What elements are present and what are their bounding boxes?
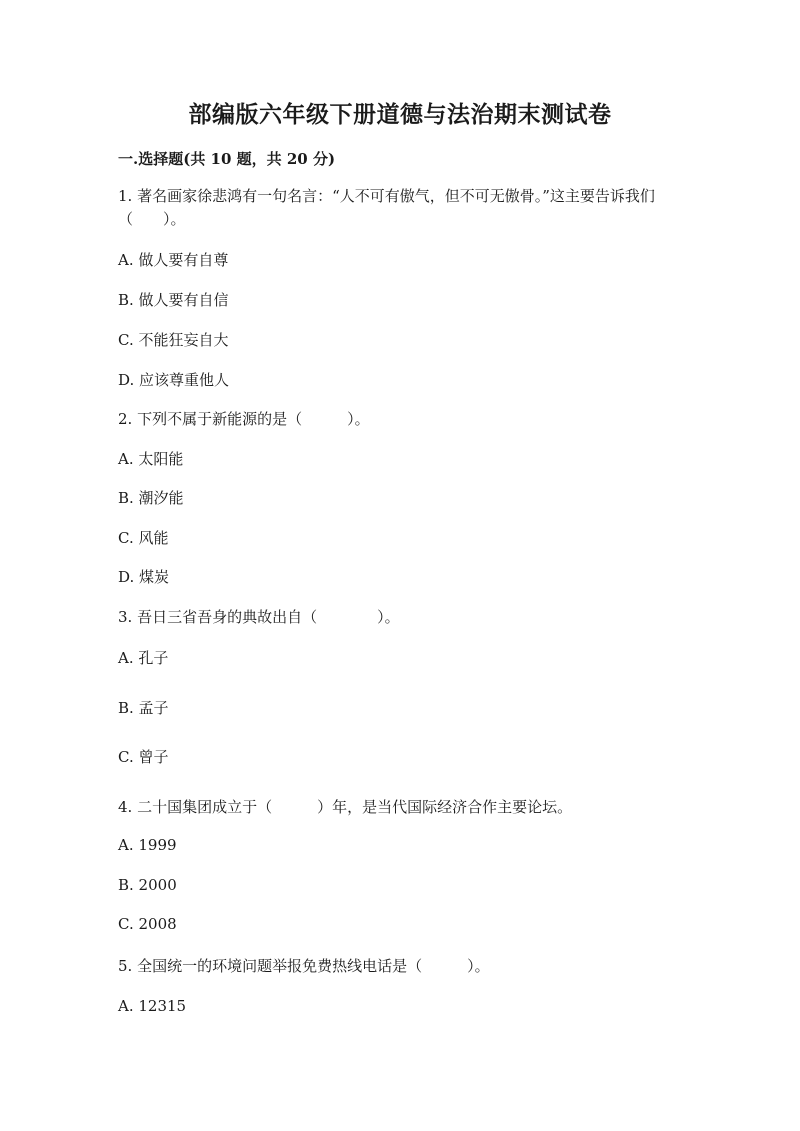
question-1-option-a: A. 做人要有自尊	[118, 251, 229, 269]
section-heading: 一.选择题(共 10 题，共 20 分)	[118, 150, 336, 168]
question-1-option-c: C. 不能狂妄自大	[118, 331, 229, 349]
question-2-option-c: C. 风能	[118, 529, 169, 547]
question-1-option-d: D. 应该尊重他人	[118, 371, 230, 389]
question-4-option-a: A. 1999	[118, 836, 177, 854]
question-2-stem: 2. 下列不属于新能源的是（ ）。	[118, 410, 370, 428]
question-2-option-d: D. 煤炭	[118, 568, 170, 586]
question-5-stem: 5. 全国统一的环境问题举报免费热线电话是（ ）。	[118, 957, 490, 975]
question-1-stem: 1. 著名画家徐悲鸿有一句名言：“人不可有傲气，但不可无傲骨。”这主要告诉我们（ ）。	[118, 187, 655, 228]
question-4-option-b: B. 2000	[118, 876, 177, 894]
question-2-option-b: B. 潮汐能	[118, 489, 184, 507]
document-title: 部编版六年级下册道德与法治期末测试卷	[188, 101, 612, 128]
question-5-option-a: A. 12315	[118, 997, 187, 1015]
question-3-option-c: C. 曾子	[118, 748, 169, 766]
question-4-option-c: C. 2008	[118, 915, 177, 933]
question-3-stem: 3. 吾日三省吾身的典故出自（ ）。	[118, 608, 400, 626]
question-1-option-b: B. 做人要有自信	[118, 291, 229, 309]
question-3-option-a: A. 孔子	[118, 649, 169, 667]
question-3-option-b: B. 孟子	[118, 699, 169, 717]
question-2-option-a: A. 太阳能	[118, 450, 184, 468]
question-4-stem: 4. 二十国集团成立于（ ）年，是当代国际经济合作主要论坛。	[118, 798, 573, 816]
